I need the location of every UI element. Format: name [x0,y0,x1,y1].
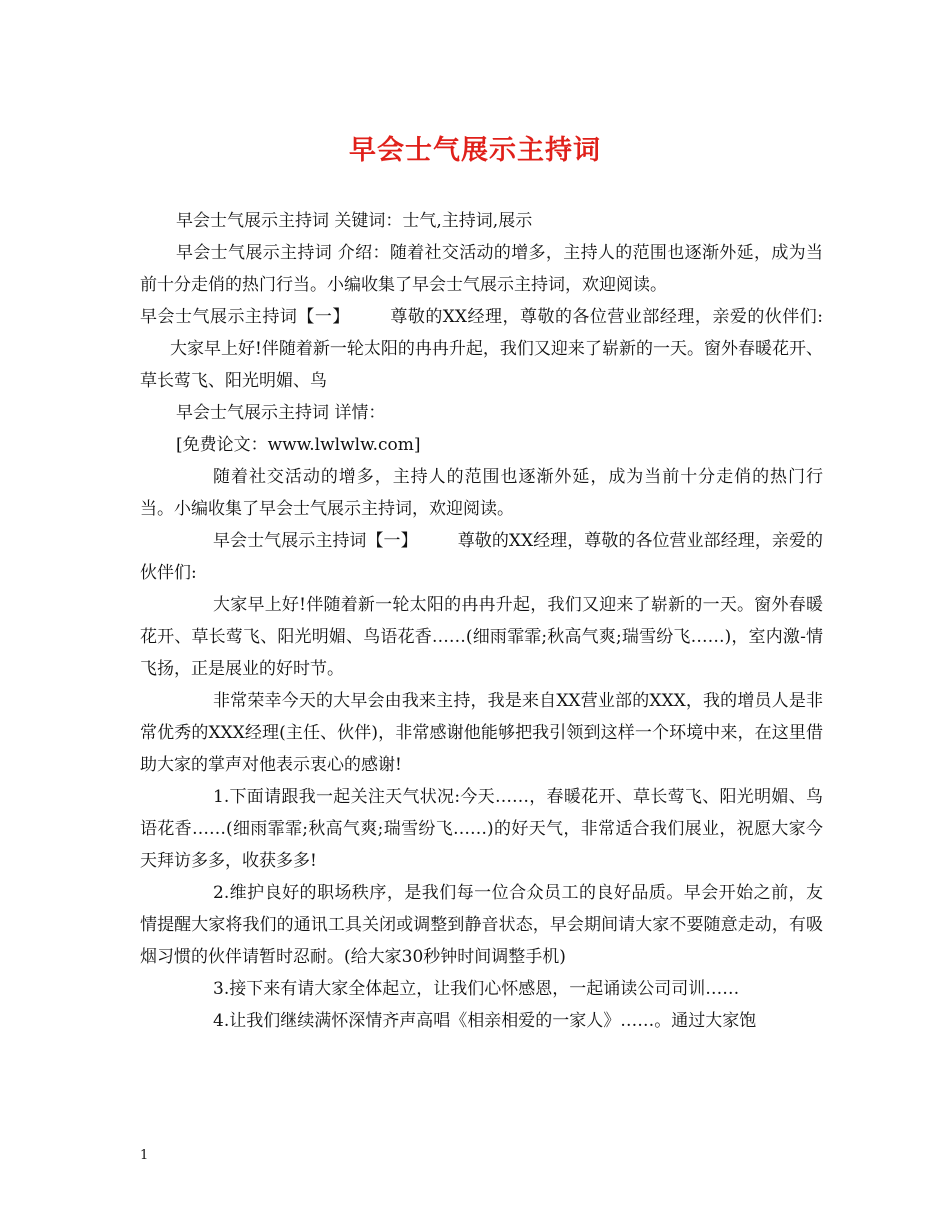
body-paragraph-2 [140,525,823,589]
source-line: [免费论文：www.lwlwlw.com] [176,435,421,455]
document-title: 早会士气展示主持词 [349,135,601,166]
details-line: 早会士气展示主持词 详情： [176,403,386,423]
summary-excerpt: 大家早上好!伴随着新一轮太阳的冉冉升起，我们又迎来了崭新的一天。窗外春暖花开、草长莺飞、阳光明媚、鸟 [140,339,823,391]
body-paragraph-7: 3.接下来有请大家全体起立，让我们心怀感恩，一起诵读公司司训…… [213,979,740,999]
greeting-text: 尊敬的XX经理，尊敬的各位营业部经理，亲爱的伙伴们: [140,531,823,583]
summary-greeting: 尊敬的XX经理，尊敬的各位营业部经理，亲爱的伙伴们: [389,307,823,327]
body-paragraph-4: 非常荣幸今天的大早会由我来主持，我是来自XX营业部的XXX，我的增员人是非常优秀的XXX经理(主任、伙伴)，非常感谢他能够把我引领到这样一个环境中来，在这里借助大家的掌声对他表示衷心的感谢! [140,691,823,775]
body-paragraph-3: 大家早上好!伴随着新一轮太阳的冉冉升起，我们又迎来了崭新的一天。窗外春暖花开、草长莺飞、阳光明媚、鸟语花香……(细雨霏霏;秋高气爽;瑞雪纷飞……)，室内激-情飞扬，正是展业的好时节。 [140,595,823,679]
body-paragraph-6: 2.维护良好的职场秩序，是我们每一位合众员工的良好品质。早会开始之前，友情提醒大家将我们的通讯工具关闭或调整到静音状态，早会期间请大家不要随意走动，有吸烟习惯的伙伴请暂时忍耐。(给大家30秒钟时间调整手机) [140,883,823,967]
body-paragraph-1: 随着社交活动的增多，主持人的范围也逐渐外延，成为当前十分走俏的热门行当。小编收集了早会士气展示主持词，欢迎阅读。 [140,467,823,519]
intro-line: 早会士气展示主持词 介绍：随着社交活动的增多，主持人的范围也逐渐外延，成为当前十分走俏的热门行当。小编收集了早会士气展示主持词，欢迎阅读。 [140,243,823,295]
page-number: 1 [140,1148,149,1163]
summary-paragraph [140,301,823,397]
summary-heading: 早会士气展示主持词【一】 [140,307,350,327]
section-heading: 早会士气展示主持词【一】 [213,531,418,551]
keywords-line: 早会士气展示主持词 关键词：士气,主持词,展示 [176,211,533,231]
body-paragraph-5: 1.下面请跟我一起关注天气状况:今天……，春暖花开、草长莺飞、阳光明媚、鸟语花香……(细雨霏霏;秋高气爽;瑞雪纷飞……)的好天气，非常适合我们展业，祝愿大家今天拜访多多，收获多多! [140,787,823,871]
document-body [140,205,823,1037]
body-paragraph-8: 4.让我们继续满怀深情齐声高唱《相亲相爱的一家人》……。通过大家饱 [213,1011,757,1031]
